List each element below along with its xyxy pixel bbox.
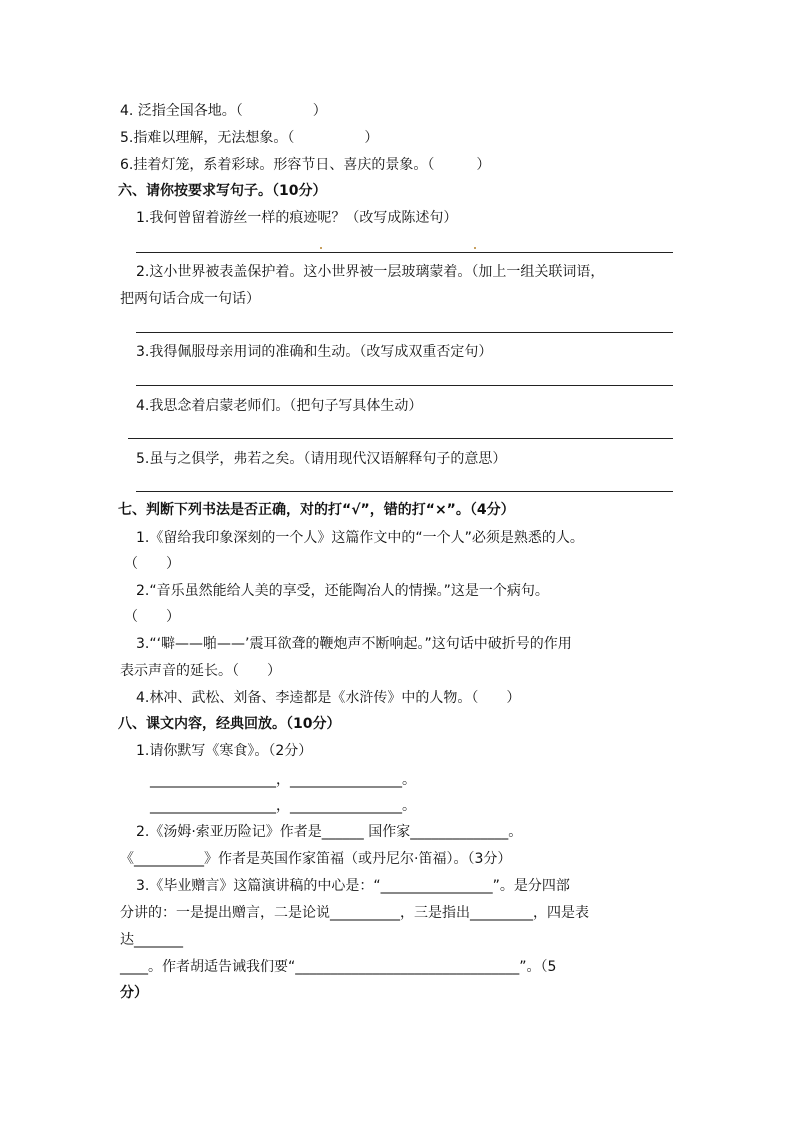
s7-answer-blank-2[interactable]: （ ）: [124, 609, 180, 625]
s8-question-2: 2.《汤姆·索亚历险记》作者是______ 国作家______________。: [136, 824, 523, 840]
answer-line-s6-1[interactable]: [136, 252, 673, 253]
s8-question-2-cont: 《__________》作者是英国作家笛福（或丹尼尔·笛福）。（3分）: [120, 851, 512, 867]
item-5-6: 6.挂着灯笼，系着彩球。形容节日、喜庆的景象。（ ）: [120, 157, 491, 173]
s6-question-2-cont: 把两句话合成一句话）: [120, 291, 260, 307]
s7-question-1: 1.《留给我印象深刻的一个人》这篇作文中的“一个人”必须是熟悉的人。: [136, 530, 584, 546]
s8-question-3-cont3: ____。作者胡适告诫我们要“________________________________”。（5: [120, 959, 557, 975]
s6-question-4: 4.我思念着启蒙老师们。（把句子写具体生动）: [136, 398, 423, 414]
s8-question-3-points: 分）: [120, 985, 148, 1001]
s8-question-3: 3.《毕业赠言》这篇演讲稿的中心是：“________________”。是分四部: [136, 878, 570, 894]
s8-question-3-cont2: 达_______: [120, 932, 183, 948]
s7-question-3: 3.“‘噼——啪——’震耳欲聋的鞭炮声不断响起。”这句话中破折号的作用: [136, 636, 572, 652]
stray-mark: [320, 247, 322, 249]
answer-line-s6-3[interactable]: [136, 385, 673, 386]
answer-line-s6-5[interactable]: [136, 491, 673, 492]
stray-mark: [474, 247, 476, 249]
answer-line-s6-4[interactable]: [128, 438, 673, 439]
s6-question-3: 3.我得佩服母亲用词的准确和生动。（改写成双重否定句）: [136, 344, 493, 360]
section-7-heading: 七、判断下列书法是否正确，对的打“√”，错的打“×”。（4分）: [118, 502, 515, 518]
section-6-heading: 六、请你按要求写句子。（10分）: [118, 183, 327, 199]
s7-question-4: 4.林冲、武松、刘备、李逵都是《水浒传》中的人物。（ ）: [136, 690, 521, 706]
item-5-5: 5.指难以理解，无法想象。（ ）: [120, 130, 379, 146]
s8-question-1: 1.请你默写《寒食》。（2分）: [136, 743, 313, 759]
s7-question-2: 2.“音乐虽然能给人美的享受，还能陶冶人的情操。”这是一个病句。: [136, 583, 549, 599]
section-8-heading: 八、课文内容，经典回放。（10分）: [118, 716, 341, 732]
s8-question-3-cont: 分讲的：一是提出赠言，二是论说__________，三是指出_________，四是表: [120, 905, 589, 921]
s6-question-2: 2.这小世界被表盖保护着。这小世界被一层玻璃蒙着。（加上一组关联词语，: [136, 264, 605, 280]
answer-line-s6-2[interactable]: [136, 332, 673, 333]
item-5-4: 4. 泛指全国各地。（ ）: [120, 103, 327, 119]
poem-line-1[interactable]: __________________，________________。: [150, 772, 416, 788]
poem-line-2[interactable]: __________________，________________。: [150, 798, 416, 814]
s7-question-3-cont: 表示声音的延长。（ ）: [120, 663, 281, 679]
s6-question-5: 5.虽与之俱学，弗若之矣。（请用现代汉语解释句子的意思）: [136, 451, 507, 467]
s7-answer-blank-1[interactable]: （ ）: [124, 556, 180, 572]
s6-question-1: 1.我何曾留着游丝一样的痕迹呢？（改写成陈述句）: [136, 210, 458, 226]
